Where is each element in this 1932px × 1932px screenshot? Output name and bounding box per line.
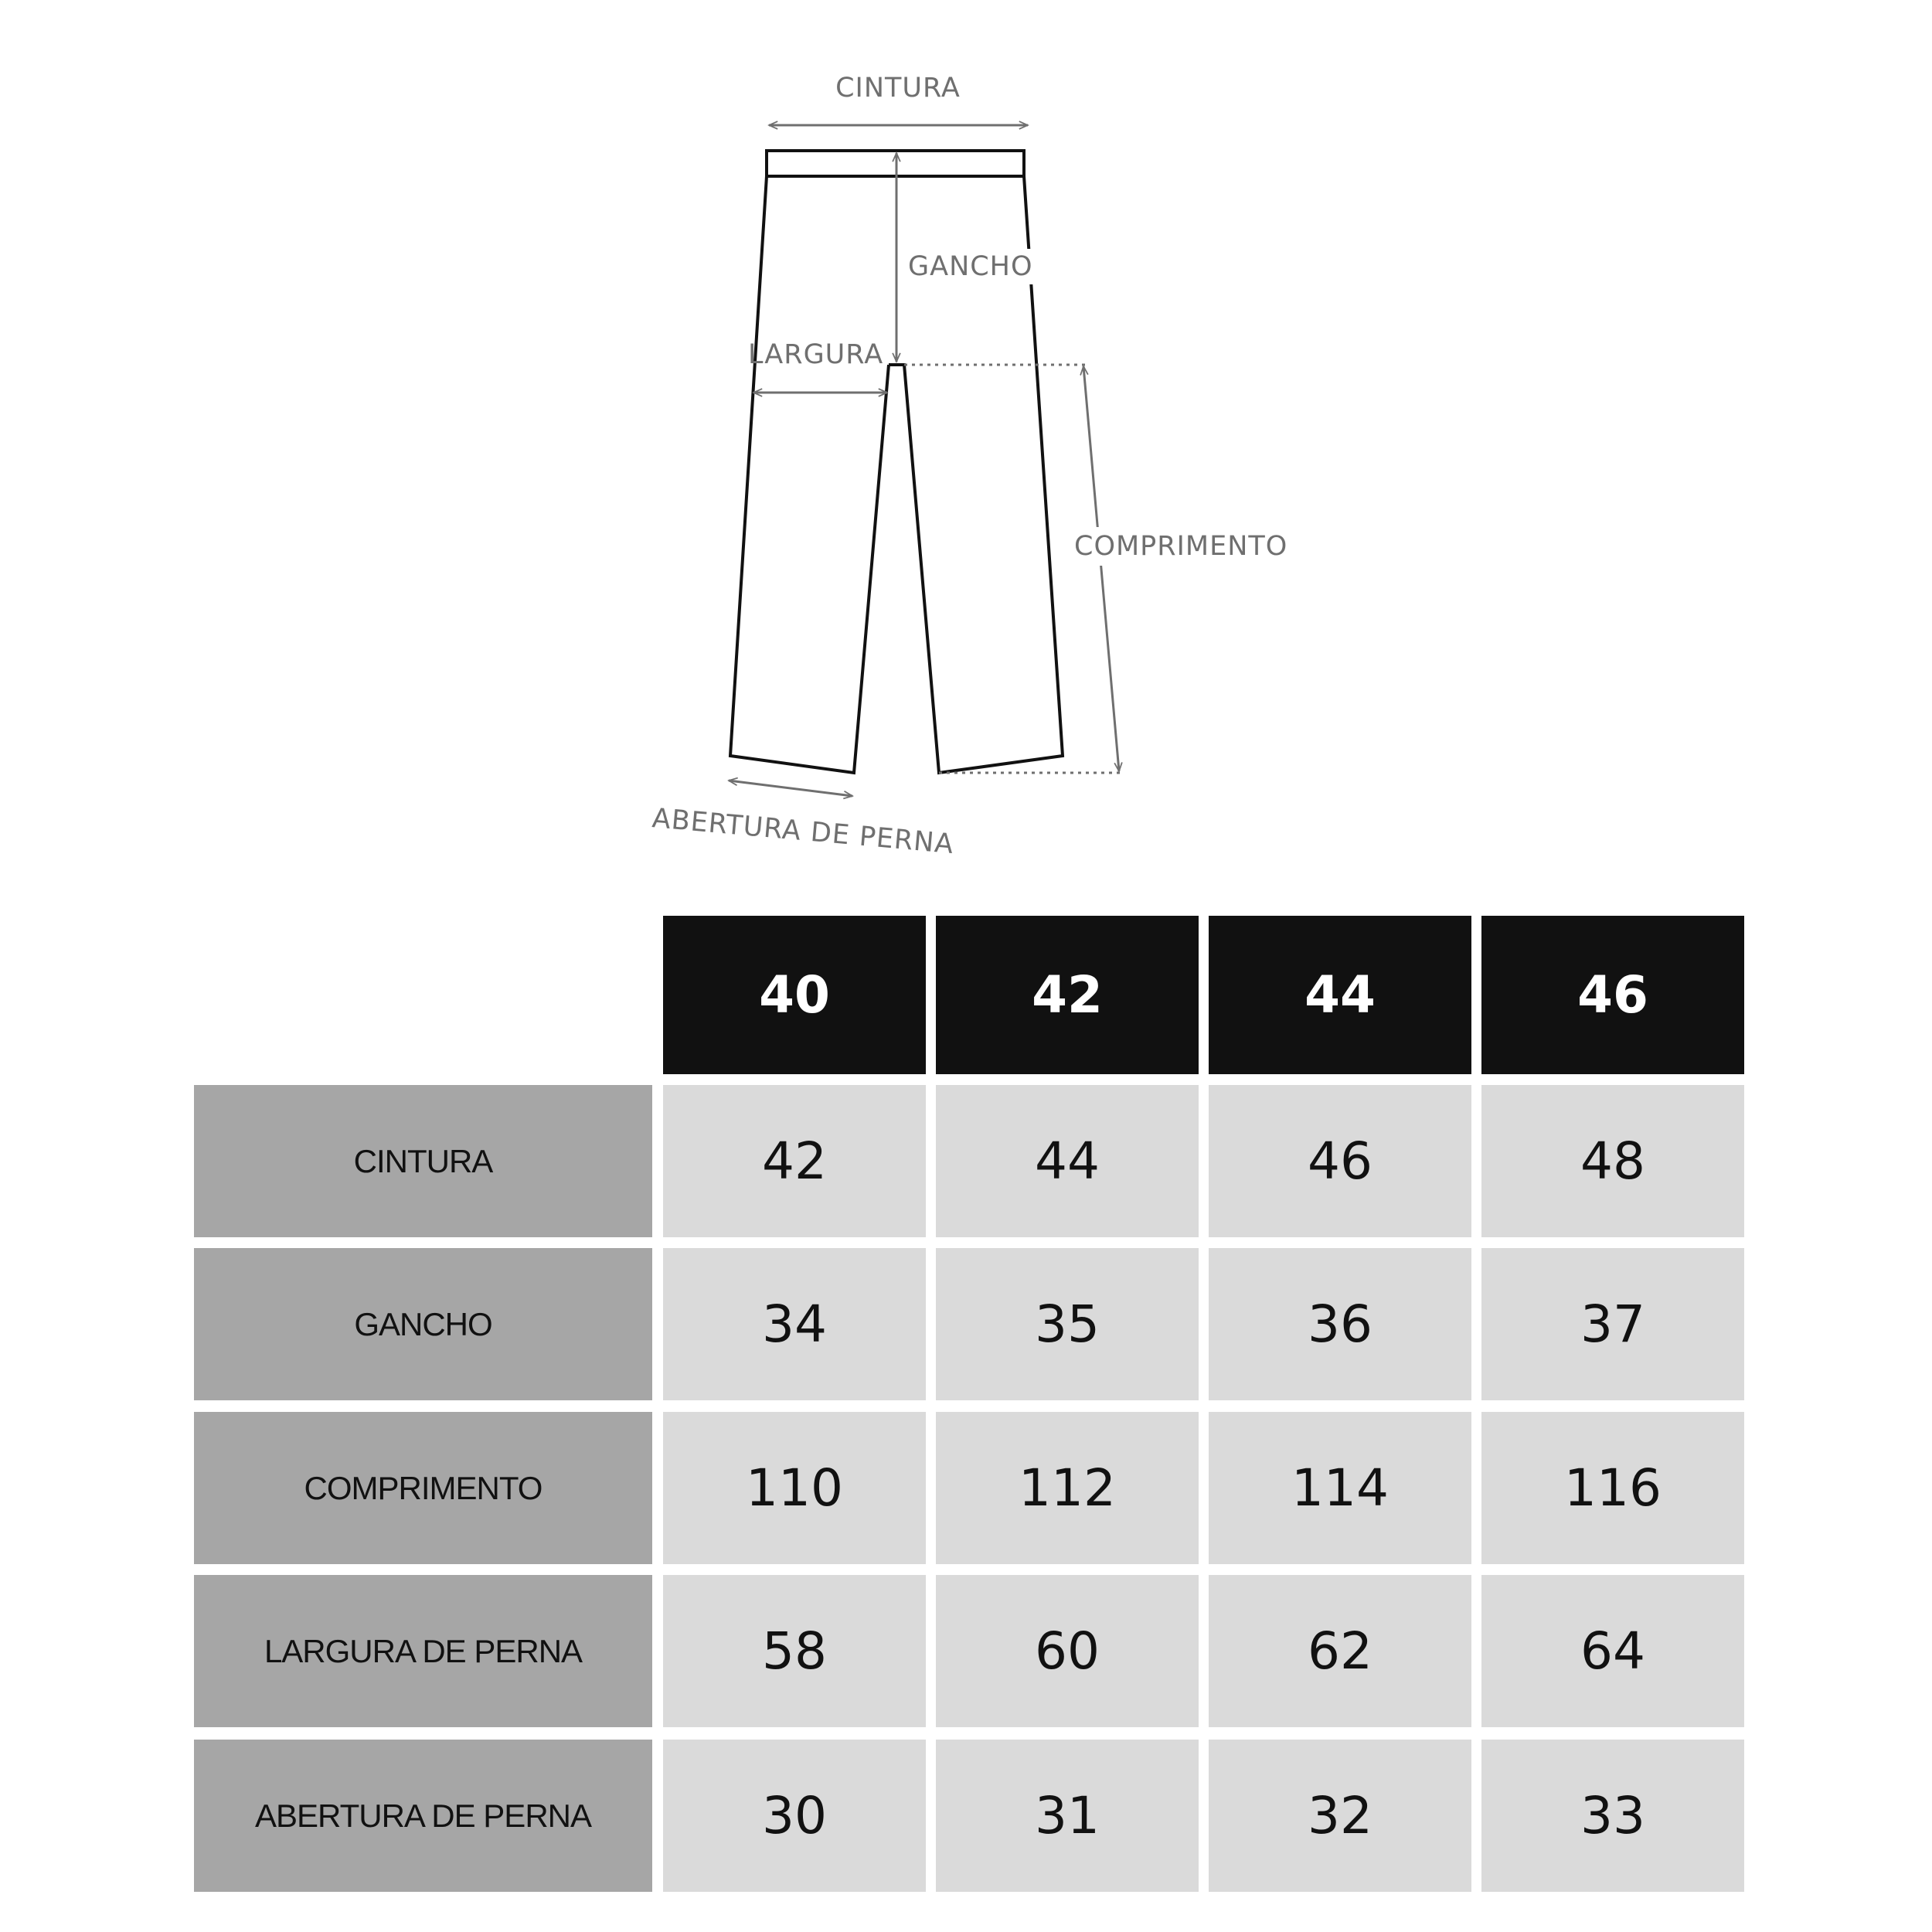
cell-largura-44: 62: [1209, 1575, 1471, 1727]
size-header-46: 46: [1481, 916, 1744, 1074]
measurement-guides: [729, 125, 1121, 796]
row-label-gancho: GANCHO: [194, 1248, 652, 1400]
cell-abertura-42: 31: [936, 1740, 1199, 1892]
row-label-cintura: CINTURA: [194, 1085, 652, 1237]
pants-measurement-diagram: [0, 0, 1932, 889]
left-leg-outline: [730, 176, 889, 773]
cell-gancho-44: 36: [1209, 1248, 1471, 1400]
cell-abertura-44: 32: [1209, 1740, 1471, 1892]
cell-comprimento-42: 112: [936, 1412, 1199, 1564]
cell-largura-40: 58: [663, 1575, 926, 1727]
cell-cintura-42: 44: [936, 1085, 1199, 1237]
cell-largura-42: 60: [936, 1575, 1199, 1727]
size-header-40: 40: [663, 916, 926, 1074]
label-cintura: CINTURA: [835, 73, 961, 104]
label-comprimento: COMPRIMENTO: [1074, 531, 1288, 562]
cell-gancho-40: 34: [663, 1248, 926, 1400]
abertura-arrow: [729, 781, 852, 796]
size-header-42: 42: [936, 916, 1199, 1074]
cell-gancho-46: 37: [1481, 1248, 1744, 1400]
cell-gancho-42: 35: [936, 1248, 1199, 1400]
cell-comprimento-44: 114: [1209, 1412, 1471, 1564]
cell-abertura-40: 30: [663, 1740, 926, 1892]
cell-abertura-46: 33: [1481, 1740, 1744, 1892]
cell-largura-46: 64: [1481, 1575, 1744, 1727]
size-header-44: 44: [1209, 916, 1471, 1074]
label-largura: LARGURA: [748, 339, 884, 370]
label-gancho: GANCHO: [908, 251, 1033, 282]
cell-cintura-44: 46: [1209, 1085, 1471, 1237]
cell-cintura-40: 42: [663, 1085, 926, 1237]
row-label-comprimento: COMPRIMENTO: [194, 1412, 652, 1564]
comprimento-arrow: [1083, 366, 1119, 771]
cell-comprimento-46: 116: [1481, 1412, 1744, 1564]
cell-comprimento-40: 110: [663, 1412, 926, 1564]
row-label-largura-de-perna: LARGURA DE PERNA: [194, 1575, 652, 1727]
cell-cintura-46: 48: [1481, 1085, 1744, 1237]
row-label-abertura-de-perna: ABERTURA DE PERNA: [194, 1740, 652, 1892]
label-abertura-de-perna: ABERTURA DE PERNA: [651, 803, 955, 861]
